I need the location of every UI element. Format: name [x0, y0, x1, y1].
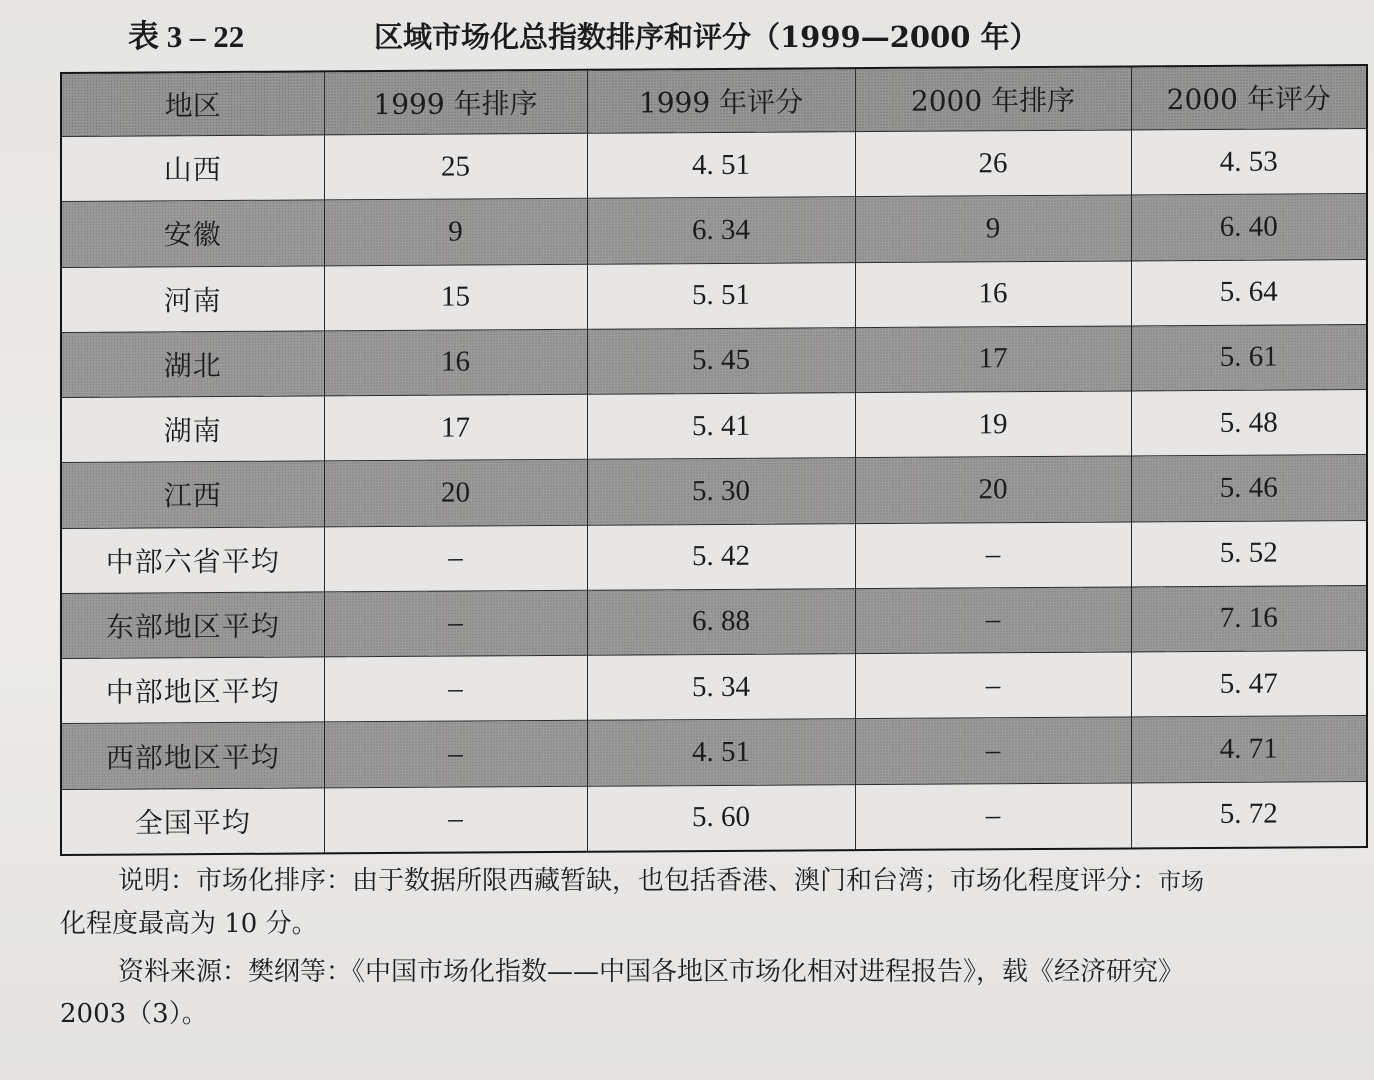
rank-1999-cell: – [324, 590, 587, 657]
header-rank-1999: 1999 年排序 [324, 70, 587, 135]
rank-1999-cell: 9 [324, 199, 587, 266]
source-note-continued: 2003（3）。 [60, 999, 208, 1029]
score-2000-cell: 5. 52 [1131, 520, 1367, 587]
header-rank-2000: 2000 年排序 [855, 66, 1131, 131]
table-row [61, 520, 1367, 593]
rank-1999-cell: 20 [324, 460, 587, 527]
score-2000-cell: 7. 16 [1131, 585, 1367, 652]
rank-2000-cell: – [855, 522, 1131, 589]
table-row [61, 455, 1367, 528]
score-1999-cell: 5. 34 [587, 654, 855, 721]
table-row [61, 651, 1367, 724]
rank-1999-cell: – [324, 786, 587, 853]
rank-2000-cell: – [855, 652, 1131, 719]
header-region: 地区 [61, 71, 324, 136]
table-body [61, 129, 1367, 855]
table-row [61, 194, 1367, 267]
region-cell: 安徽 [61, 200, 324, 267]
score-1999-cell: 5. 30 [587, 458, 855, 525]
table-row [61, 324, 1367, 397]
rank-1999-cell: 16 [324, 329, 587, 396]
score-2000-cell: 5. 64 [1131, 259, 1367, 326]
score-2000-cell: 5. 72 [1131, 781, 1367, 848]
score-2000-cell: 5. 61 [1131, 324, 1367, 391]
table-container [60, 64, 1366, 856]
score-1999-cell: 4. 51 [587, 719, 855, 786]
region-cell: 中部地区平均 [61, 657, 324, 724]
table-notes [60, 860, 1370, 1035]
score-1999-cell: 5. 51 [587, 262, 855, 329]
score-2000-cell: 6. 40 [1131, 194, 1367, 261]
score-1999-cell: 5. 42 [587, 523, 855, 590]
explanation-text: 说明：市场化排序：由于数据所限西藏暂缺，也包括香港、澳门和台湾；市场化程度评分： [118, 866, 1159, 896]
region-cell: 东部地区平均 [61, 592, 324, 659]
region-cell: 山西 [61, 135, 324, 202]
rank-2000-cell: – [855, 587, 1131, 654]
score-1999-cell: 6. 34 [587, 197, 855, 264]
marketization-index-table [60, 64, 1368, 856]
score-1999-cell: 5. 41 [587, 393, 855, 460]
rank-1999-cell: – [324, 721, 587, 788]
table-row [61, 129, 1367, 202]
rank-2000-cell: – [855, 783, 1131, 851]
region-cell: 湖北 [61, 331, 324, 398]
table-row [61, 390, 1367, 463]
rank-1999-cell: 15 [324, 264, 587, 331]
explanation-note-continued: 化程度最高为 10 分。 [60, 909, 318, 939]
header-score-1999: 1999 年评分 [587, 68, 855, 133]
rank-2000-cell: – [855, 717, 1131, 784]
source-note: 资料来源：樊纲等：《中国市场化指数——中国各地区市场化相对进程报告》，载《经济研究》 [118, 957, 1185, 987]
region-cell: 河南 [61, 265, 324, 332]
rank-2000-cell: 26 [855, 130, 1131, 197]
region-cell: 中部六省平均 [61, 526, 324, 593]
explanation-text-tail: 市场 [1158, 869, 1205, 895]
explanation-note [60, 860, 1370, 903]
rank-2000-cell: 17 [855, 326, 1131, 393]
region-cell: 湖南 [61, 396, 324, 463]
table-row [61, 259, 1367, 332]
rank-1999-cell: 25 [324, 133, 587, 200]
score-1999-cell: 4. 51 [587, 132, 855, 199]
table-row [61, 781, 1367, 855]
rank-1999-cell: – [324, 525, 587, 592]
rank-2000-cell: 19 [855, 391, 1131, 458]
score-2000-cell: 5. 46 [1131, 455, 1367, 522]
region-cell: 西部地区平均 [61, 722, 324, 789]
rank-1999-cell: – [324, 655, 587, 722]
score-2000-cell: 5. 47 [1131, 651, 1367, 718]
region-cell: 江西 [61, 461, 324, 528]
rank-1999-cell: 17 [324, 394, 587, 461]
table-number: 表 3 – 22 [128, 19, 245, 54]
rank-2000-cell: 20 [855, 456, 1131, 523]
score-1999-cell: 5. 45 [587, 327, 855, 394]
score-1999-cell: 5. 60 [587, 784, 855, 851]
score-2000-cell: 5. 48 [1131, 390, 1367, 457]
table-row [61, 716, 1367, 789]
rank-2000-cell: 9 [855, 195, 1131, 262]
header-row [61, 65, 1367, 136]
rank-2000-cell: 16 [855, 260, 1131, 327]
score-2000-cell: 4. 71 [1131, 716, 1367, 783]
region-cell: 全国平均 [61, 788, 324, 855]
table-row [61, 585, 1367, 658]
table-title: 区域市场化总指数排序和评分（1999—2000 年） [374, 20, 1039, 54]
score-2000-cell: 4. 53 [1131, 129, 1367, 196]
score-1999-cell: 6. 88 [587, 589, 855, 656]
table-caption [128, 10, 1128, 64]
header-score-2000: 2000 年评分 [1131, 65, 1367, 130]
